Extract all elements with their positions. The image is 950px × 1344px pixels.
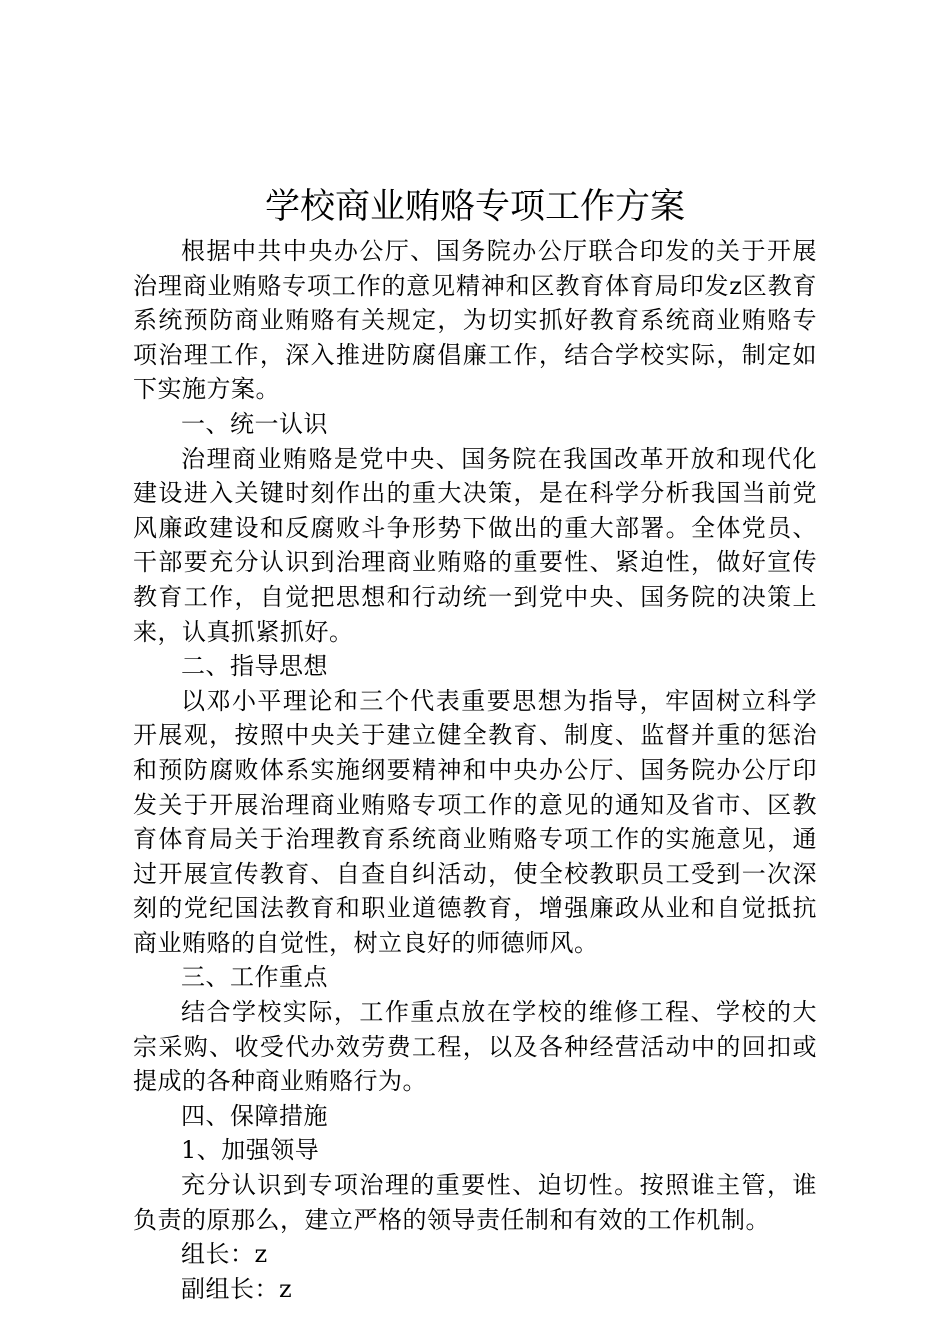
subsection-1-paragraph: 充分认识到专项治理的重要性、迫切性。按照谁主管，谁负责的原那么，建立严格的领导责任制和有效的工作机制。 — [133, 1171, 817, 1234]
section-heading-3: 三、工作重点 — [181, 963, 328, 992]
section-3-paragraph: 结合学校实际，工作重点放在学校的维修工程、学校的大宗采购、收受代办效劳费工程，以及各种经营活动中的回扣或提成的各种商业贿赂行为。 — [133, 998, 817, 1096]
document-title: 学校商业贿赂专项工作方案 — [264, 187, 685, 227]
intro-paragraph: 根据中共中央办公厅、国务院办公厅联合印发的关于开展治理商业贿赂专项工作的意见精神和区教育体育局印发z区教育系统预防商业贿赂有关规定，为切实抓好教育系统商业贿赂专项治理工作，深入推进防腐倡廉工作，结合学校实际，制定如下实施方案。 — [133, 237, 817, 404]
deputy-group-leader-line: 副组长：z — [181, 1274, 293, 1303]
group-leader-line: 组长：z — [181, 1240, 268, 1269]
section-heading-4: 四、保障措施 — [181, 1101, 328, 1130]
section-heading-1: 一、统一认识 — [181, 409, 328, 438]
section-2-paragraph: 以邓小平理论和三个代表重要思想为指导，牢固树立科学开展观，按照中央关于建立健全教育、制度、监督并重的惩治和预防腐败体系实施纲要精神和中央办公厅、国务院办公厅印发关于开展治理商业贿赂专项工作的意见的通知及省市、区教育体育局关于治理教育系统商业贿赂专项工作的实施意见，通过开展宣传教育、自查自纠活动，使全校教职员工受到一次深刻的党纪国法教育和职业道德教育，增强廉政从业和自觉抵抗商业贿赂的自觉性，树立良好的师德师风。 — [133, 686, 817, 957]
section-1-paragraph: 治理商业贿赂是党中央、国务院在我国改革开放和现代化建设进入关键时刻作出的重大决策，是在科学分析我国当前党风廉政建设和反腐败斗争形势下做出的重大部署。全体党员、干部要充分认识到治理商业贿赂的重要性、紧迫性，做好宣传教育工作，自觉把思想和行动统一到党中央、国务院的决策上来，认真抓紧抓好。 — [133, 444, 817, 646]
section-heading-2: 二、指导思想 — [181, 652, 328, 681]
subsection-heading-1: 1、加强领导 — [181, 1136, 320, 1165]
document-page — [133, 182, 817, 1306]
